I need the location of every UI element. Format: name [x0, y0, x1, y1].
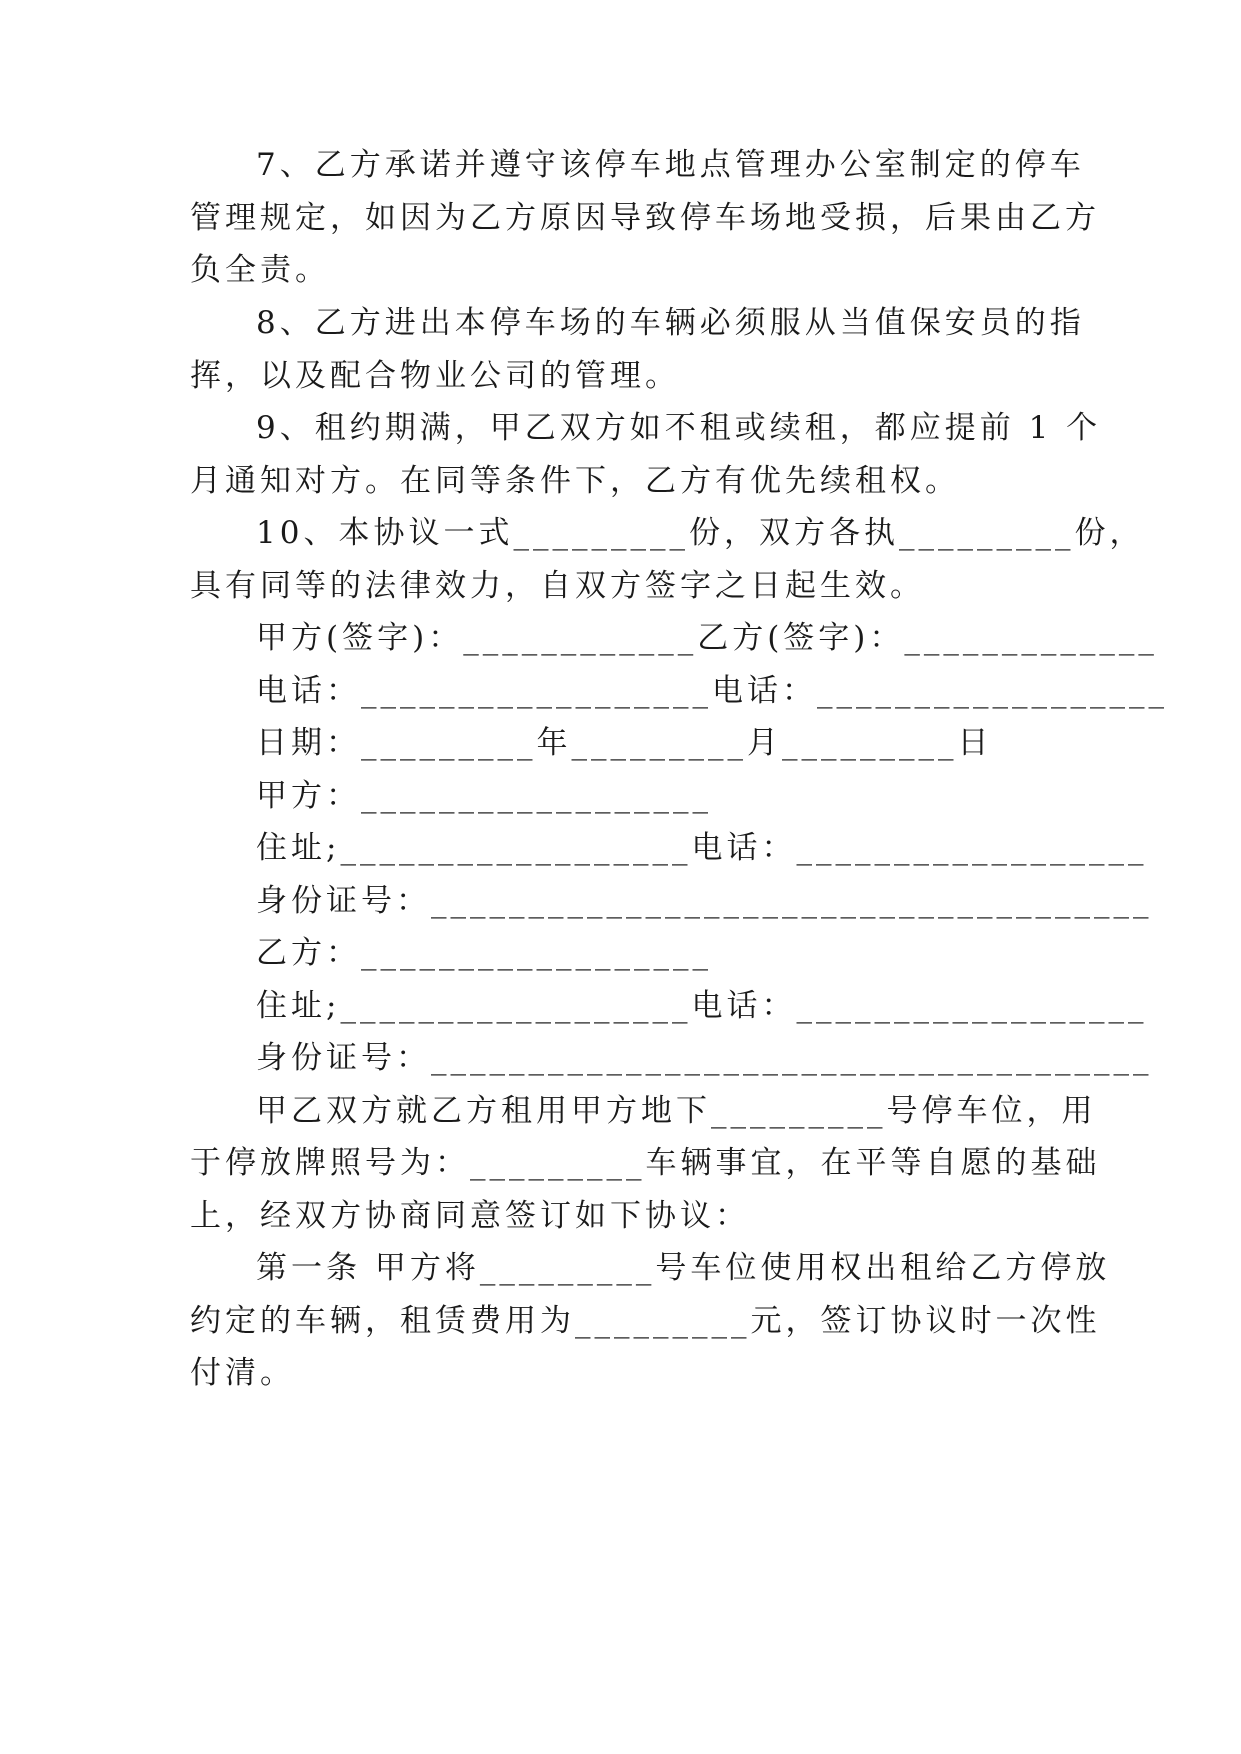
- article-1-line-1: 第一条 甲方将_________号车位使用权出租给乙方停放: [256, 1250, 1111, 1286]
- party-b-address-line: 住址;__________________电话：__________________: [256, 988, 1148, 1024]
- party-b-id-line: 身份证号：_____________________________________: [256, 1040, 1153, 1076]
- party-b-name-line: 乙方：__________________: [256, 935, 712, 971]
- party-a-id-line: 身份证号：_____________________________________: [256, 883, 1153, 919]
- signature-line: 甲方(签字)：____________乙方(签字)：_____________: [256, 620, 1158, 656]
- date-line: 日期：_________年_________月_________日: [256, 725, 993, 761]
- clause-9-line-2: 月通知对方。在同等条件下，乙方有优先续租权。: [190, 463, 960, 499]
- clause-7-line-2: 管理规定，如因为乙方原因导致停车场地受损，后果由乙方: [190, 200, 1100, 236]
- article-1-line-2: 约定的车辆，租赁费用为_________元，签订协议时一次性: [190, 1303, 1101, 1339]
- clause-10-line-1: 10、本协议一式_________份，双方各执_________份，: [256, 515, 1145, 551]
- preamble-line-1: 甲乙双方就乙方租用甲方地下_________号停车位，用: [256, 1093, 1097, 1129]
- clause-8-line-2: 挥，以及配合物业公司的管理。: [190, 358, 680, 394]
- clause-8-line-1: 8、乙方进出本停车场的车辆必须服从当值保安员的指: [256, 305, 1085, 341]
- phone-line: 电话：__________________电话：__________________: [256, 673, 1168, 709]
- clause-7-line-1: 7、乙方承诺并遵守该停车地点管理办公室制定的停车: [256, 147, 1085, 183]
- preamble-line-3: 上，经双方协商同意签订如下协议：: [190, 1198, 750, 1234]
- clause-10-line-2: 具有同等的法律效力，自双方签字之日起生效。: [190, 568, 925, 604]
- clause-7-line-3: 负全责。: [190, 252, 330, 288]
- party-a-address-line: 住址;__________________电话：__________________: [256, 830, 1148, 866]
- preamble-line-2: 于停放牌照号为：_________车辆事宜，在平等自愿的基础: [190, 1145, 1101, 1181]
- party-a-name-line: 甲方：__________________: [256, 778, 712, 814]
- clause-9-line-1: 9、租约期满，甲乙双方如不租或续租，都应提前 1 个: [256, 410, 1102, 446]
- article-1-line-3: 付清。: [190, 1355, 295, 1391]
